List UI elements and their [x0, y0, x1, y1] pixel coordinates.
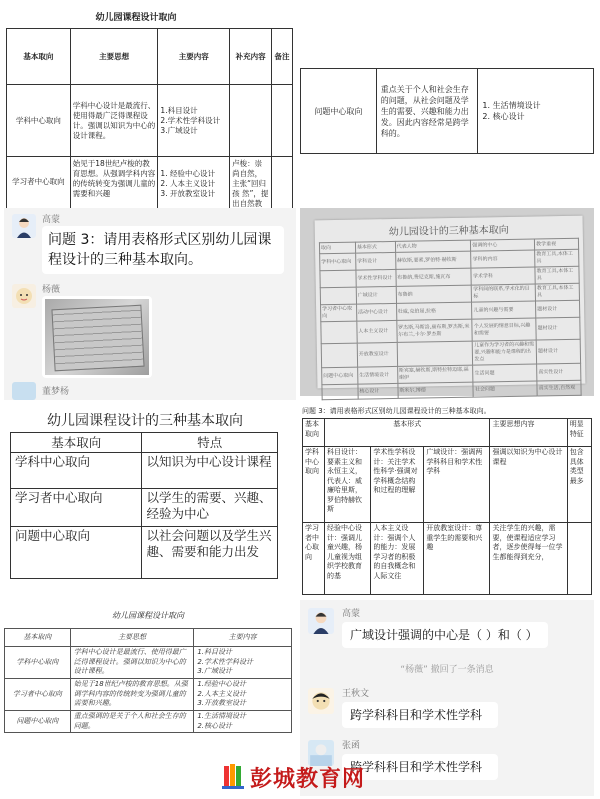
table-header-row	[7, 29, 293, 85]
thought-cell: 学科中心设计是最流行、使用得最广泛得课程设计。强调以知识为中心的设计课程。	[70, 647, 194, 679]
paper-sheet	[315, 216, 586, 395]
header-cell: 代表人物	[395, 240, 471, 252]
cell: 核心设计	[358, 383, 398, 399]
header-cell: 主要内容	[194, 629, 292, 647]
header-cell: 基本形式	[325, 419, 490, 447]
cell: 问题中心取向	[322, 367, 358, 385]
header-cell: 特点	[142, 433, 278, 453]
form-cell: 学术性学科设计：关注学术性科学·强调对学科概念结构和过程的理解	[371, 447, 424, 523]
cartoon-avatar-icon	[308, 688, 334, 714]
table-header-row	[5, 629, 292, 647]
sender-name: 王秋文	[342, 689, 370, 699]
cell: 杜威,克伯屈,拉格	[396, 302, 472, 320]
header-cell: 基本取向	[5, 629, 71, 647]
table-row	[11, 453, 278, 489]
header-cell: 基本取向	[11, 433, 142, 453]
feature-cell	[567, 523, 591, 595]
avatar	[12, 382, 36, 400]
handwritten-table-panel	[4, 604, 292, 730]
cell: 学科中心取向	[320, 253, 356, 271]
content-cell: 1. 生活情境设计 2. 核心设计	[478, 69, 594, 154]
cell: 社会问题	[473, 381, 537, 397]
content-cell: 1.科目设计 2.学术性学科设计 3.广域设计	[194, 647, 292, 679]
table-row	[11, 489, 278, 527]
table-row	[7, 85, 293, 157]
cell: 广域设计	[356, 286, 396, 304]
table-row	[303, 447, 592, 523]
table-title: 幼儿园设计的三种基本取向	[388, 224, 509, 239]
message-bubble[interactable]	[342, 702, 498, 728]
cell: 开放教室设计	[357, 342, 397, 367]
table-row	[322, 380, 581, 400]
header-cell: 补充内容	[230, 29, 272, 85]
cell	[321, 343, 357, 368]
cell: 教育工具,本体工具	[535, 266, 579, 284]
cell: 人本主义设计	[357, 320, 397, 343]
cell: 布鲁纳	[396, 285, 472, 303]
header-cell: 基本取向	[303, 419, 325, 447]
cell	[322, 384, 358, 400]
cell: 教育工具,本体工具	[535, 249, 579, 267]
content-cell: 1. 经验中心设计 2. 人本主义设计 3. 开放教室设计	[158, 157, 230, 217]
header-cell: 取向	[319, 242, 355, 254]
cell: 学术学科	[471, 267, 535, 285]
feature-cell: 以社会问题以及学生兴趣、需要和能力出发	[142, 527, 278, 579]
form-cell: 经验中心设计：强调儿童兴趣，杨儿童视为组织学校教育的基	[325, 523, 371, 595]
orientation-cell: 问题中心取向	[301, 69, 377, 154]
table-row	[5, 679, 292, 711]
table-row	[11, 527, 278, 579]
idea-cell: 关注学生的兴趣，需要，使课程适应学习者，逐步使得每一位学生都能得到充分，	[490, 523, 567, 595]
header-cell: 强调的中心	[471, 239, 535, 251]
cell: 斯宾塞,赫钦斯,斯特拉特迈耶,福谢伊	[397, 365, 473, 383]
table-header-row	[11, 433, 278, 453]
feature-cell: 包含具体类型最多	[567, 447, 591, 523]
problem-table	[300, 68, 594, 154]
orientation-cell: 问题中心取向	[11, 527, 142, 579]
avatar	[308, 608, 334, 634]
cell: 题材设计	[536, 317, 580, 340]
message-text: 问题 3：请用表格形式区别幼儿园课程设计的三种基本取向。	[48, 232, 272, 268]
cell: 罗杰斯,马斯洛,康布斯,罗杰斯,米尔布兰,卡尔·罗杰斯	[397, 319, 473, 342]
table-row	[5, 647, 292, 679]
user-avatar-icon	[12, 214, 36, 238]
attached-photo	[45, 299, 149, 375]
cell: 斯米尔,博德	[398, 382, 474, 398]
sender-name: 董梦杨	[42, 387, 70, 397]
recall-notice: “杨薇” 撤回了一条消息	[400, 665, 494, 675]
table-title: 幼儿园课程设计取向	[112, 611, 184, 620]
header-cell: 主要思想内容	[490, 419, 567, 447]
header-cell: 教学重视	[535, 238, 579, 250]
chat-screenshot-1	[4, 208, 296, 400]
question-title: 问题 3：请用表格形式区别幼儿园课程设计的三种基本取向。	[302, 407, 491, 415]
sender-name: 高蒙	[42, 215, 61, 225]
form-cell: 广域设计：强调两学科科目和学术性学科	[424, 447, 490, 523]
orientation-cell: 学科中心取向	[5, 647, 71, 679]
cell: 布鲁纳,费尼克斯,施瓦布	[396, 268, 472, 286]
orientation-cell: 学科中心取向	[11, 453, 142, 489]
image-message[interactable]	[42, 296, 152, 378]
cell: 生活情境设计	[357, 366, 397, 384]
sender-name: 张函	[342, 741, 361, 751]
supplement-cell: 卢梭：崇尚自然，主张“回归 孩 然”，提出自然教	[230, 157, 272, 217]
detailed-table	[302, 418, 592, 595]
avatar	[12, 214, 36, 238]
table-photo-2	[300, 68, 594, 154]
summary-table	[10, 432, 278, 579]
supplement-cell	[230, 85, 272, 157]
book-logo-icon	[222, 762, 246, 790]
header-cell: 备注	[272, 29, 293, 85]
cell	[397, 341, 473, 366]
message-text: 跨学科科目和学术性学科	[350, 708, 483, 722]
cell: 赫钦斯,要素,罗伯特·赫钦斯	[395, 251, 471, 269]
message-text: 广域设计强调的中心是（ ）和（ ）	[350, 628, 538, 642]
user-avatar-icon	[308, 608, 334, 634]
orientation-cell: 学科中心取向	[7, 85, 71, 157]
feature-cell: 以学生的需要、兴趣、经验为中心	[142, 489, 278, 527]
detailed-table-panel	[300, 404, 594, 596]
cartoon-avatar-icon	[12, 284, 36, 308]
cell: 个人发展的情意目标,兴趣和需要	[472, 318, 536, 341]
thought-cell: 重点强调的是关于个人和社会生存的问题。	[70, 711, 194, 733]
handwritten-table-photo	[300, 208, 594, 396]
orientation-cell: 学习者中心取向	[303, 523, 325, 595]
form-cell: 开放教室设计：尊重学生的需要和兴趣	[424, 523, 490, 595]
content-cell: 1.生活情境设计 2.核心设计	[194, 711, 292, 733]
cell: 活动中心设计	[356, 303, 396, 321]
content-cell: 1.科目设计 2.学术性学科设计 3.广域设计	[158, 85, 230, 157]
orientation-cell: 学习者中心取向	[11, 489, 142, 527]
header-cell: 基本形式	[355, 241, 395, 253]
table-title: 幼儿园课程设计的三种基本取向	[47, 413, 243, 429]
cell: 儿童的兴趣与需要	[472, 301, 536, 319]
site-name: 彭城教育网	[250, 767, 366, 792]
table-header-row	[303, 419, 592, 447]
table-photo-1	[6, 6, 293, 208]
thought-cell: 始见于18世纪卢梭的教育思想。从强调学科内容的传统转变为强调儿童的需要和兴趣	[70, 157, 158, 217]
content-cell: 1.经验中心设计 2.人本主义设计 3.开放教室设计	[194, 679, 292, 711]
avatar	[308, 688, 334, 714]
cell: 学术性学科设计	[356, 269, 396, 287]
idea-cell: 强调以知识为中心设计课程	[490, 447, 567, 523]
table-row	[301, 69, 594, 154]
orientation-cell: 学习者中心取向	[7, 157, 71, 217]
cell: 教育工具,本体工具	[535, 283, 579, 301]
form-cell: 人本主义设计：强调个人的能力：发展学习者的积极的自我概念和人际文往	[371, 523, 424, 595]
cell: 生活问题	[473, 364, 537, 382]
cell	[321, 321, 357, 344]
message-bubble[interactable]	[42, 226, 284, 274]
message-bubble[interactable]	[342, 622, 548, 648]
cell: 学科间的联系,学术化的目标	[472, 284, 536, 302]
table-row	[5, 711, 292, 733]
thought-cell: 学科中心设计是最流行、使用得最广泛得课程设计。强调以知识为中心的设计课程。	[70, 85, 158, 157]
cell: 真实性设计	[537, 363, 581, 381]
cell: 儿童作为学习者的兴趣和需要,兴趣和能力是课程的出发点	[473, 340, 537, 365]
feature-cell: 以知识为中心设计课程	[142, 453, 278, 489]
note-cell	[272, 85, 293, 157]
thought-cell: 重点关于个人和社会生存的问题，从社会问题及学生的需要、兴趣和能力出发。因此内容经常是跨学科的。	[376, 69, 478, 154]
form-cell: 科目设计：要素主义和永恒主义，代表人：威廉哈里斯，罗伯特赫钦斯	[325, 447, 371, 523]
orientation-table	[319, 238, 582, 401]
header-cell: 主要思想	[70, 29, 158, 85]
site-watermark	[222, 760, 392, 794]
avatar	[12, 284, 36, 308]
message-text: 跨学科科目和学术性学科	[350, 760, 483, 774]
cell: 学科的内容	[471, 250, 535, 268]
cell: 题材设计	[536, 339, 580, 364]
sender-name: 高蒙	[342, 609, 361, 619]
orientation-cell: 学习者中心取向	[5, 679, 71, 711]
orientation-cell: 问题中心取向	[5, 711, 71, 733]
cell: 真实生活,自然观	[537, 380, 581, 396]
summary-table-panel	[4, 404, 286, 590]
sender-name: 杨薇	[42, 285, 61, 295]
table-row	[303, 523, 592, 595]
header-cell: 基本取向	[7, 29, 71, 85]
header-cell: 主要内容	[158, 29, 230, 85]
handwritten-table	[4, 628, 292, 733]
thought-cell: 始见于18世纪卢梭的教育思想。从强调学科内容的传统转变为强调儿童的需要和兴趣。	[70, 679, 194, 711]
cell: 学习者中心取向	[321, 304, 357, 322]
header-cell: 明显特征	[567, 419, 591, 447]
cell	[320, 287, 356, 305]
orientation-table	[6, 28, 293, 217]
header-cell: 主要思想	[70, 629, 194, 647]
cell	[320, 270, 356, 288]
table-title: 幼儿园课程设计取向	[95, 13, 177, 23]
orientation-cell: 学科中心取向	[303, 447, 325, 523]
cell: 学科设计	[355, 252, 395, 270]
cell: 题材设计	[536, 300, 580, 318]
